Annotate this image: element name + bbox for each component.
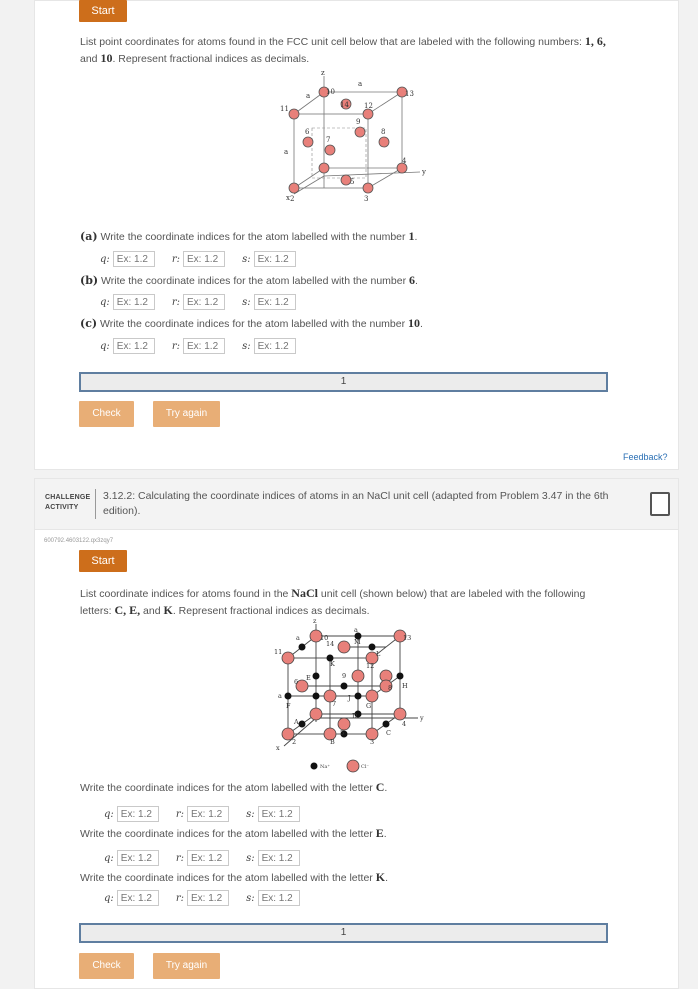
- feedback-link[interactable]: Feedback?: [623, 452, 668, 462]
- part-k-letter-inputs: q:Ex: 1.2 r:Ex: 1.2 s:Ex: 1.2: [104, 890, 314, 906]
- part-a-question: (a) Write the coordinate indices for the atom labelled with the number 1.: [80, 229, 418, 243]
- svg-text:Na⁺: Na⁺: [320, 764, 330, 770]
- atom-corner: [319, 163, 329, 173]
- atom-3: [363, 183, 373, 193]
- svg-text:4: 4: [402, 720, 407, 728]
- svg-text:3: 3: [370, 738, 375, 746]
- question-prompt-2: List coordinate indices for atoms found in the NaCl unit cell (shown below) that are labeled with the following letters: C, E, and K. Represent fractional indices as decimals.: [80, 586, 586, 617]
- svg-text:G: G: [366, 702, 372, 710]
- part-k-letter-question: Write the coordinate indices for the atom labelled with the letter K.: [80, 870, 388, 884]
- letter-k-s-input[interactable]: [258, 890, 300, 906]
- svg-text:2: 2: [292, 738, 297, 746]
- svg-text:12: 12: [366, 662, 375, 670]
- svg-text:11: 11: [274, 648, 283, 656]
- svg-text:J: J: [348, 694, 351, 702]
- svg-text:4: 4: [402, 157, 407, 165]
- svg-text:6: 6: [294, 678, 299, 686]
- letter-c-q-input[interactable]: [117, 806, 159, 822]
- part-b-inputs: q:Ex: 1.2 r:Ex: 1.2 s:Ex: 1.2: [100, 294, 310, 310]
- part-c-letter-inputs: q:Ex: 1.2 r:Ex: 1.2 s:Ex: 1.2: [104, 806, 314, 822]
- part-b-r-input[interactable]: [183, 294, 225, 310]
- atom-8: [379, 137, 389, 147]
- fcc-unit-cell-figure: [260, 68, 430, 208]
- start-button-2[interactable]: Start: [79, 550, 127, 572]
- svg-text:H: H: [402, 682, 408, 690]
- letter-c-r-input[interactable]: [187, 806, 229, 822]
- try-again-button-2[interactable]: Try again: [153, 953, 220, 979]
- svg-text:a: a: [354, 626, 358, 634]
- svg-text:F: F: [286, 702, 291, 710]
- atom-9: [355, 127, 365, 137]
- svg-text:Cl⁻: Cl⁻: [361, 764, 370, 770]
- atom-11: [289, 109, 299, 119]
- na-ion-legend-icon: [311, 763, 318, 770]
- svg-text:14: 14: [340, 101, 349, 109]
- start-button[interactable]: Start: [79, 0, 127, 22]
- svg-text:K: K: [330, 660, 335, 668]
- svg-text:a: a: [284, 148, 289, 156]
- svg-text:10: 10: [320, 634, 329, 642]
- svg-text:9: 9: [342, 672, 347, 680]
- svg-text:y: y: [420, 714, 424, 722]
- progress-bar: 1: [79, 372, 608, 392]
- svg-text:A: A: [294, 718, 299, 726]
- part-c-letter-question: Write the coordinate indices for the atom labelled with the letter C.: [80, 780, 388, 794]
- challenge-activity-header: [34, 478, 679, 530]
- letter-e-q-input[interactable]: [117, 850, 159, 866]
- part-b-s-input[interactable]: [254, 294, 296, 310]
- part-c-inputs: q:Ex: 1.2 r:Ex: 1.2 s:Ex: 1.2: [100, 338, 310, 354]
- letter-k-r-input[interactable]: [187, 890, 229, 906]
- svg-text:B: B: [330, 738, 335, 746]
- svg-text:M: M: [354, 638, 361, 646]
- svg-text:a: a: [358, 80, 363, 88]
- part-e-letter-question: Write the coordinate indices for the atom labelled with the letter E.: [80, 826, 387, 840]
- part-c-s-input[interactable]: [254, 338, 296, 354]
- svg-text:13: 13: [403, 634, 412, 642]
- bookmark-icon[interactable]: [650, 492, 670, 516]
- progress-bar-2: 1: [79, 923, 608, 943]
- part-c-r-input[interactable]: [183, 338, 225, 354]
- svg-text:7: 7: [332, 700, 337, 708]
- activity-code: 600792.4603122.qx3zqy7: [44, 538, 114, 544]
- svg-text:D: D: [352, 712, 358, 720]
- nacl-unit-cell-figure: [258, 618, 428, 778]
- svg-text:L: L: [376, 650, 381, 658]
- atom-6: [303, 137, 313, 147]
- check-button-2[interactable]: Check: [79, 953, 134, 979]
- part-c-q-input[interactable]: [113, 338, 155, 354]
- cl-ion-legend-icon: [347, 760, 359, 772]
- svg-text:8: 8: [381, 128, 386, 136]
- svg-text:5: 5: [340, 729, 345, 737]
- part-a-r-input[interactable]: [183, 251, 225, 267]
- svg-text:8: 8: [388, 684, 393, 692]
- try-again-button[interactable]: Try again: [153, 401, 220, 427]
- svg-text:x: x: [286, 194, 290, 202]
- svg-text:12: 12: [364, 102, 373, 110]
- part-b-question: (b) Write the coordinate indices for the atom labelled with the number 6.: [80, 273, 418, 287]
- part-a-q-input[interactable]: [113, 251, 155, 267]
- atom-12: [363, 109, 373, 119]
- svg-text:13: 13: [405, 90, 414, 98]
- svg-text:10: 10: [326, 88, 335, 96]
- part-c-question: (c) Write the coordinate indices for the atom labelled with the number 10.: [80, 316, 423, 330]
- challenge-activity-label: CHALLENGE ACTIVITY: [45, 494, 91, 511]
- svg-text:a: a: [306, 92, 311, 100]
- letter-e-r-input[interactable]: [187, 850, 229, 866]
- svg-text:3: 3: [364, 195, 369, 203]
- svg-text:z: z: [313, 618, 317, 625]
- letter-c-s-input[interactable]: [258, 806, 300, 822]
- part-b-q-input[interactable]: [113, 294, 155, 310]
- svg-text:y: y: [422, 168, 426, 176]
- svg-text:z: z: [321, 69, 325, 77]
- divider: [95, 489, 96, 519]
- svg-text:6: 6: [305, 128, 310, 136]
- letter-e-s-input[interactable]: [258, 850, 300, 866]
- check-button[interactable]: Check: [79, 401, 134, 427]
- svg-text:5: 5: [350, 178, 355, 186]
- svg-text:C: C: [386, 729, 391, 737]
- atom-1: [289, 183, 299, 193]
- svg-text:7: 7: [326, 136, 331, 144]
- ion-legend: [308, 758, 378, 774]
- svg-text:14: 14: [326, 640, 335, 648]
- svg-text:a: a: [296, 634, 300, 642]
- letter-k-q-input[interactable]: [117, 890, 159, 906]
- svg-text:11: 11: [280, 105, 289, 113]
- svg-text:a: a: [278, 692, 282, 700]
- question-prompt: List point coordinates for atoms found in the FCC unit cell below that are labeled with the following numbers: 1, 6, and 10. Represent fractional indices as decimals.: [80, 34, 606, 65]
- svg-text:x: x: [276, 744, 280, 752]
- atom-7: [325, 145, 335, 155]
- part-e-letter-inputs: q:Ex: 1.2 r:Ex: 1.2 s:Ex: 1.2: [104, 850, 314, 866]
- challenge-title: 3.12.2: Calculating the coordinate indices of atoms in an NaCl unit cell (adapted from Problem 3.47 in the 6th edition).: [103, 490, 609, 517]
- svg-text:2: 2: [290, 195, 295, 203]
- svg-text:9: 9: [356, 118, 361, 126]
- part-a-inputs: q:Ex: 1.2 r:Ex: 1.2 s:Ex: 1.2: [100, 251, 310, 267]
- svg-text:E: E: [306, 674, 311, 682]
- part-a-s-input[interactable]: [254, 251, 296, 267]
